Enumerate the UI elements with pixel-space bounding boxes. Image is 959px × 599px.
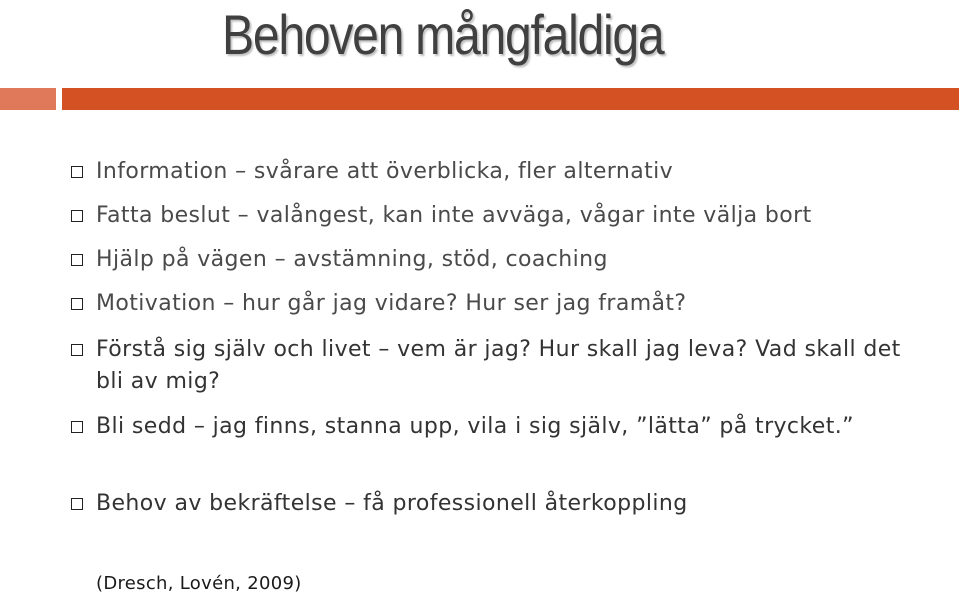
bullet-text: Motivation – hur går jag vidare? Hur ser jag framåt? <box>96 291 687 316</box>
citation: (Dresch, Lovén, 2009) <box>96 573 302 594</box>
bullet-text: Behov av bekräftelse – få professionell återkoppling <box>96 491 688 516</box>
square-bullet-icon <box>71 498 83 510</box>
bullet-text: Bli sedd – jag finns, stanna upp, vila i sig själv, ”lätta” på trycket.” <box>96 414 854 439</box>
slide-title: Behoven mångfaldiga <box>222 3 664 66</box>
square-bullet-icon <box>71 298 83 310</box>
square-bullet-icon <box>71 344 83 356</box>
bullet-text: Fatta beslut – valångest, kan inte avväga, vågar inte välja bort <box>96 203 812 228</box>
square-bullet-icon <box>71 254 83 266</box>
bullet-text: Förstå sig själv och livet – vem är jag? Hur skall jag leva? Vad skall det bli av mig? <box>96 337 901 394</box>
bullet-text: Information – svårare att överblicka, fler alternativ <box>96 159 674 184</box>
square-bullet-icon <box>71 210 83 222</box>
square-bullet-icon <box>71 421 83 433</box>
bullet-text: Hjälp på vägen – avstämning, stöd, coaching <box>96 247 608 272</box>
square-bullet-icon <box>71 166 83 178</box>
